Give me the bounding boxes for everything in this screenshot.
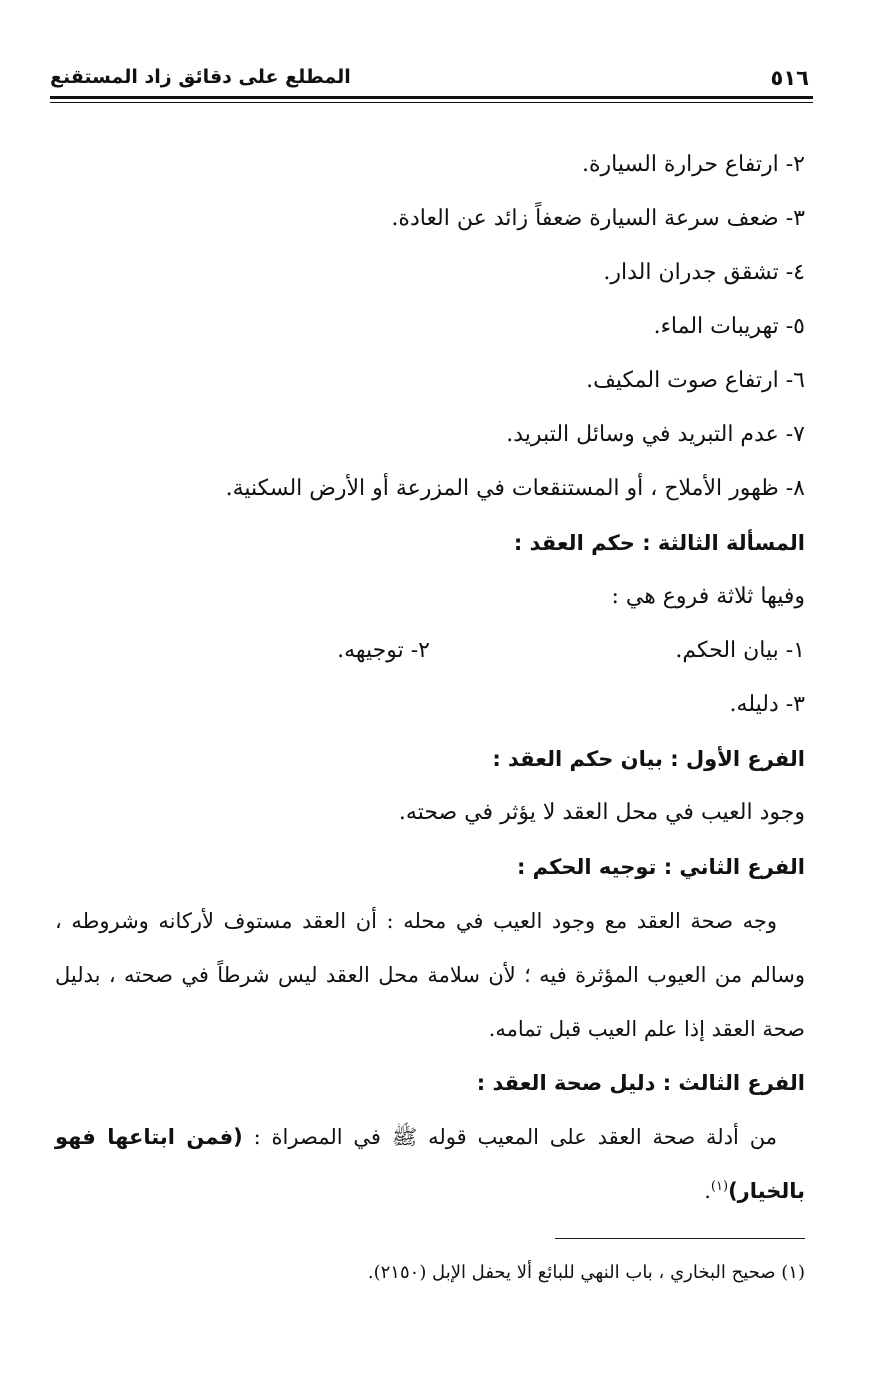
- branch1-heading: الفرع الأول : بيان حكم العقد :: [492, 747, 805, 771]
- header-rule: [50, 96, 813, 99]
- list-item: ٢- ارتفاع حرارة السيارة.: [582, 152, 805, 177]
- branch-list-row: [55, 624, 805, 678]
- page-header: [50, 58, 809, 98]
- header-rule-secondary: [50, 102, 813, 103]
- list-item: ٤- تشقق جدران الدار.: [603, 260, 805, 285]
- section-heading: المسألة الثالثة : حكم العقد :: [513, 531, 805, 555]
- branch-item-3: ٣- دليله.: [729, 692, 805, 717]
- branch3-text-end: .: [704, 1179, 711, 1203]
- page-number: ٥١٦: [770, 66, 809, 90]
- footnote: (١) صحيح البخاري ، باب النهي للبائع ألا يحفل الإبل (٢١٥٠).: [367, 1262, 805, 1283]
- list-item: ٧- عدم التبريد في وسائل التبريد.: [506, 422, 805, 447]
- list-item: ٦- ارتفاع صوت المكيف.: [586, 368, 805, 393]
- list-item: ٨- ظهور الأملاح ، أو المستنقعات في المزرعة أو الأرض السكنية.: [225, 476, 805, 501]
- running-title: المطلع على دقائق زاد المستقنع: [50, 66, 351, 88]
- branch3-paragraph: [55, 1110, 805, 1218]
- branch1-text: وجود العيب في محل العقد لا يؤثر في صحته.: [398, 800, 805, 825]
- section-intro: وفيها ثلاثة فروع هي :: [611, 584, 805, 609]
- list-item: ٣- ضعف سرعة السيارة ضعفاً زائد عن العادة.: [391, 206, 805, 231]
- page-body: [55, 138, 805, 1218]
- footnote-marker: (١): [710, 1179, 729, 1194]
- footnote-divider: [555, 1238, 805, 1239]
- branch3-heading: الفرع الثالث : دليل صحة العقد :: [476, 1071, 805, 1095]
- branch2-paragraph: وجه صحة العقد مع وجود العيب في محله : أن العقد مستوف لأركانه وشروطه ، وسالم من العيوب المؤثرة فيه ؛ لأن سلامة محل العقد ليس شرطاً في صحته ، بدليل صحة العقد إذا علم العيب قبل تمامه.: [55, 909, 805, 1041]
- branch3-text: من أدلة صحة العقد على المعيب قوله ﷺ في المصراة :: [242, 1125, 777, 1149]
- list-item: ٥- تهريبات الماء.: [653, 314, 805, 339]
- branch2-heading: الفرع الثاني : توجيه الحكم :: [516, 855, 805, 879]
- branch-item-1: ١- بيان الحكم.: [675, 638, 805, 663]
- hadith-quote: (فمن ابتاعها فهو بالخيار): [55, 1125, 805, 1203]
- branch-item-2: ٢- توجيهه.: [337, 638, 430, 663]
